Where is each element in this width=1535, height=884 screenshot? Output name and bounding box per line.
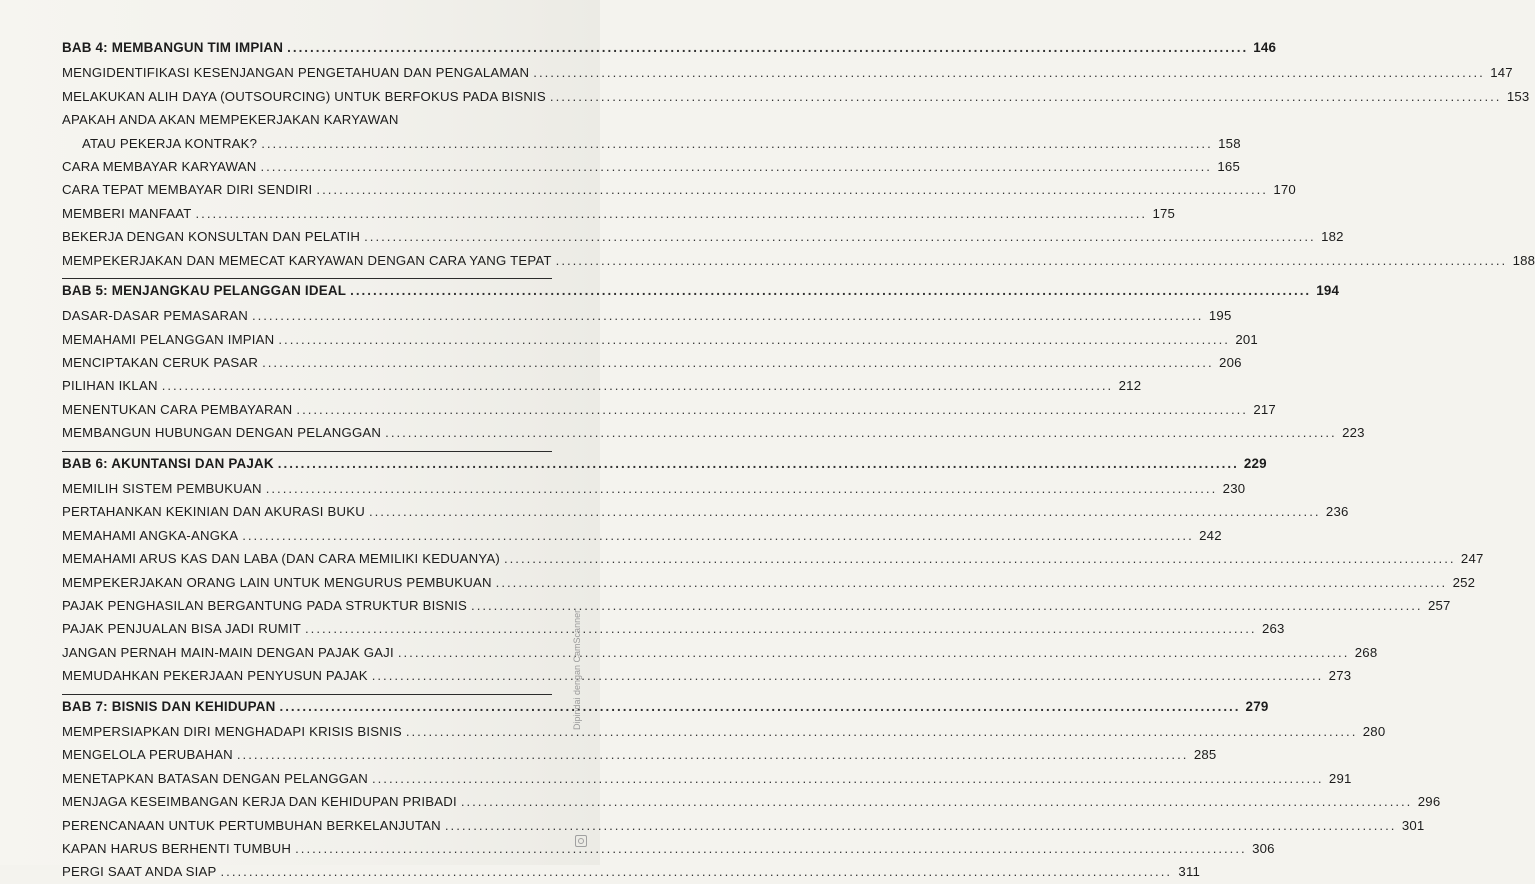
chapter-section	[62, 694, 1441, 884]
toc-entry-title: MEMAHAMI ARUS KAS DAN LABA (DAN CARA MEMILIKI KEDUANYA)	[62, 551, 500, 567]
dot-leader	[279, 695, 1240, 718]
chapter-heading	[62, 279, 1340, 302]
toc-entry-page-number: 147	[1490, 65, 1513, 81]
dot-leader	[260, 155, 1212, 178]
dot-leader	[556, 249, 1508, 272]
dot-leader	[295, 837, 1247, 860]
chapter-heading-title: BAB 5: MENJANGKAU PELANGGAN IDEAL	[62, 282, 347, 298]
toc-entry-page-number: 236	[1325, 504, 1349, 520]
toc-entry	[62, 524, 1222, 547]
dot-leader	[261, 132, 1213, 155]
dot-leader	[369, 500, 1321, 523]
toc-entry-page-number: 252	[1452, 574, 1476, 590]
toc-entry-title: KAPAN HARUS BERHENTI TUMBUH	[62, 840, 292, 856]
dot-leader	[550, 85, 1502, 108]
toc-entry-page-number: 212	[1118, 378, 1142, 394]
toc-entry-title: PERENCANAAN UNTUK PERTUMBUHAN BERKELANJUTAN	[62, 817, 441, 833]
dot-leader	[533, 61, 1485, 84]
toc-entry-page-number: 268	[1354, 644, 1378, 660]
toc-entry-page-number: 311	[1178, 864, 1201, 880]
toc-entry-title: MEMBERI MANFAAT	[62, 205, 192, 221]
toc-entry-page-number: 280	[1362, 723, 1386, 739]
toc-entry	[62, 500, 1349, 523]
dot-leader	[496, 571, 1448, 594]
toc-entry-page-number: 175	[1152, 205, 1176, 221]
toc-entry-title: JANGAN PERNAH MAIN-MAIN DENGAN PAJAK GAJI	[62, 644, 394, 660]
toc-entry-title: PERTAHANKAN KEKINIAN DAN AKURASI BUKU	[62, 504, 365, 520]
toc-entry-title: MEMAHAMI PELANGGAN IMPIAN	[62, 331, 275, 347]
dot-leader	[350, 279, 1311, 302]
toc-entry-page-number: 306	[1252, 840, 1275, 856]
toc-entry-title: MEMAHAMI ANGKA-ANGKA	[62, 527, 239, 543]
toc-entry	[62, 108, 558, 131]
toc-entry	[62, 571, 1476, 594]
toc-entry-title: MENCIPTAKAN CERUK PASAR	[62, 355, 259, 371]
toc-entry-page-number: 291	[1328, 770, 1352, 786]
toc-entry-page-number: 158	[1218, 135, 1241, 151]
toc-entry-page-number: 230	[1222, 481, 1246, 497]
dot-leader	[305, 617, 1257, 640]
toc-entry-title: MENENTUKAN CARA PEMBAYARAN	[62, 401, 293, 417]
toc-entry	[62, 155, 1240, 178]
toc-entry-page-number: 206	[1219, 355, 1242, 371]
dot-leader	[278, 452, 1239, 475]
toc-entry-page-number: 188	[1512, 252, 1535, 268]
toc-entry-title: CARA TEPAT MEMBAYAR DIRI SENDIRI	[62, 182, 313, 198]
toc-entry-title: ATAU PEKERJA KONTRAK?	[82, 135, 258, 151]
toc-entry-title: MEMILIH SISTEM PEMBUKUAN	[62, 481, 262, 497]
dot-leader	[316, 178, 1268, 201]
toc-entry-page-number: 273	[1328, 668, 1352, 684]
chapter-section	[62, 36, 1535, 272]
toc-entry-title: PAJAK PENGHASILAN BERGANTUNG PADA STRUKTUR BISNIS	[62, 597, 468, 613]
dot-leader	[162, 374, 1114, 397]
dot-leader	[287, 36, 1248, 59]
toc-entry	[62, 641, 1378, 664]
toc-entry	[62, 617, 1285, 640]
dot-leader	[471, 594, 1423, 617]
toc-entry	[62, 132, 1241, 155]
toc-entry	[62, 743, 1217, 766]
toc-entry	[62, 225, 1344, 248]
chapter-section	[62, 278, 1365, 445]
chapter-heading-page-number: 279	[1245, 698, 1269, 714]
toc-entry	[62, 814, 1425, 837]
toc-entry-page-number: 217	[1253, 401, 1276, 417]
toc-entry-page-number: 153	[1506, 88, 1530, 104]
scanner-watermark: Dipindai dengan CamScanner	[572, 609, 582, 730]
toc-entry-page-number: 285	[1193, 747, 1217, 763]
chapter-heading-title: BAB 6: AKUNTANSI DAN PAJAK	[62, 455, 274, 471]
toc-entry-page-number: 201	[1235, 331, 1258, 347]
dot-leader	[242, 524, 1194, 547]
toc-entry	[62, 328, 1258, 351]
toc-entry-title: MEMPEKERJAKAN ORANG LAIN UNTUK MENGURUS PEMBUKUAN	[62, 574, 492, 590]
chapter-heading-title: BAB 4: MEMBANGUN TIM IMPIAN	[62, 40, 284, 55]
toc-entry	[62, 477, 1246, 500]
toc-entry-title: PERGI SAAT ANDA SIAP	[62, 864, 217, 880]
toc-entry-page-number: 257	[1427, 597, 1451, 613]
camscanner-logo-icon	[575, 835, 587, 847]
toc-entry	[62, 720, 1386, 743]
toc-entry	[62, 547, 1484, 570]
toc-entry-page-number: 296	[1417, 794, 1441, 810]
toc-entry-title: MENGIDENTIFIKASI KESENJANGAN PENGETAHUAN DAN PENGALAMAN	[62, 65, 530, 81]
chapter-heading-title: BAB 7: BISNIS DAN KEHIDUPAN	[62, 698, 276, 714]
toc-entry	[62, 374, 1142, 397]
toc-entry-page-number: 195	[1208, 308, 1232, 324]
toc-entry-title: BEKERJA DENGAN KONSULTAN DAN PELATIH	[62, 229, 361, 245]
dot-leader	[461, 790, 1413, 813]
toc-entry-title: PAJAK PENJUALAN BISA JADI RUMIT	[62, 621, 301, 637]
toc-entry-title: MENETAPKAN BATASAN DENGAN PELANGGAN	[62, 770, 368, 786]
toc-entry	[62, 85, 1530, 108]
toc-entry	[62, 202, 1176, 225]
toc-entry	[62, 178, 1296, 201]
toc-entry-page-number: 263	[1261, 621, 1285, 637]
dot-leader	[385, 421, 1337, 444]
toc-entry	[62, 790, 1441, 813]
toc-entry-title: MEMBANGUN HUBUNGAN DENGAN PELANGGAN	[62, 425, 382, 441]
toc-entry	[62, 767, 1352, 790]
dot-leader	[364, 225, 1316, 248]
dot-leader	[252, 304, 1204, 327]
chapter-heading-page-number: 194	[1316, 282, 1340, 298]
chapter-heading	[62, 36, 1277, 59]
toc-entry-title: CARA MEMBAYAR KARYAWAN	[62, 158, 257, 174]
toc-entry	[62, 61, 1513, 84]
dot-leader	[266, 477, 1218, 500]
toc-entry-page-number: 247	[1460, 551, 1484, 567]
toc-entry	[62, 594, 1451, 617]
dot-leader	[262, 351, 1214, 374]
toc-entry	[62, 837, 1275, 860]
toc-entry	[62, 249, 1535, 272]
dot-leader	[504, 547, 1456, 570]
toc-entry-page-number: 223	[1342, 425, 1365, 441]
toc-entry-page-number: 165	[1217, 158, 1240, 174]
toc-entry	[62, 304, 1232, 327]
toc-entry-title: MELAKUKAN ALIH DAYA (OUTSOURCING) UNTUK BERFOKUS PADA BISNIS	[62, 88, 546, 104]
dot-leader	[237, 743, 1189, 766]
dot-leader	[372, 664, 1324, 687]
toc-entry	[62, 860, 1201, 883]
toc-entry	[62, 398, 1276, 421]
toc-entry-page-number: 242	[1199, 527, 1222, 543]
toc-entry-title: APAKAH ANDA AKAN MEMPEKERJAKAN KARYAWAN	[62, 112, 399, 128]
toc-entry-title: PILIHAN IKLAN	[62, 378, 158, 394]
toc-entry-title: MENJAGA KESEIMBANGAN KERJA DAN KEHIDUPAN PRIBADI	[62, 794, 457, 810]
toc-entry-title: DASAR-DASAR PEMASARAN	[62, 308, 248, 324]
toc-entry-title: MEMPEKERJAKAN DAN MEMECAT KARYAWAN DENGAN CARA YANG TEPAT	[62, 252, 552, 268]
toc-entry-title: MEMUDAHKAN PEKERJAAN PENYUSUN PAJAK	[62, 668, 368, 684]
dot-leader	[372, 767, 1324, 790]
dot-leader	[278, 328, 1230, 351]
toc-entry-title: MEMPERSIAPKAN DIRI MENGHADAPI KRISIS BISNIS	[62, 723, 402, 739]
dot-leader	[296, 398, 1248, 421]
chapter-heading	[62, 452, 1267, 475]
dot-leader	[445, 814, 1397, 837]
toc-entry-page-number: 301	[1401, 817, 1425, 833]
toc-entry-page-number: 182	[1321, 229, 1344, 245]
toc-entry-page-number: 170	[1273, 182, 1296, 198]
dot-leader	[196, 202, 1148, 225]
toc-entry	[62, 351, 1242, 374]
toc-entry	[62, 664, 1352, 687]
chapter-heading	[62, 695, 1269, 718]
dot-leader	[406, 720, 1358, 743]
chapter-heading-page-number: 229	[1243, 455, 1267, 471]
dot-leader	[221, 860, 1173, 883]
chapter-heading-page-number: 146	[1253, 40, 1277, 55]
toc-entry	[62, 421, 1365, 444]
toc-entry-title: MENGELOLA PERUBAHAN	[62, 747, 233, 763]
dot-leader	[398, 641, 1350, 664]
